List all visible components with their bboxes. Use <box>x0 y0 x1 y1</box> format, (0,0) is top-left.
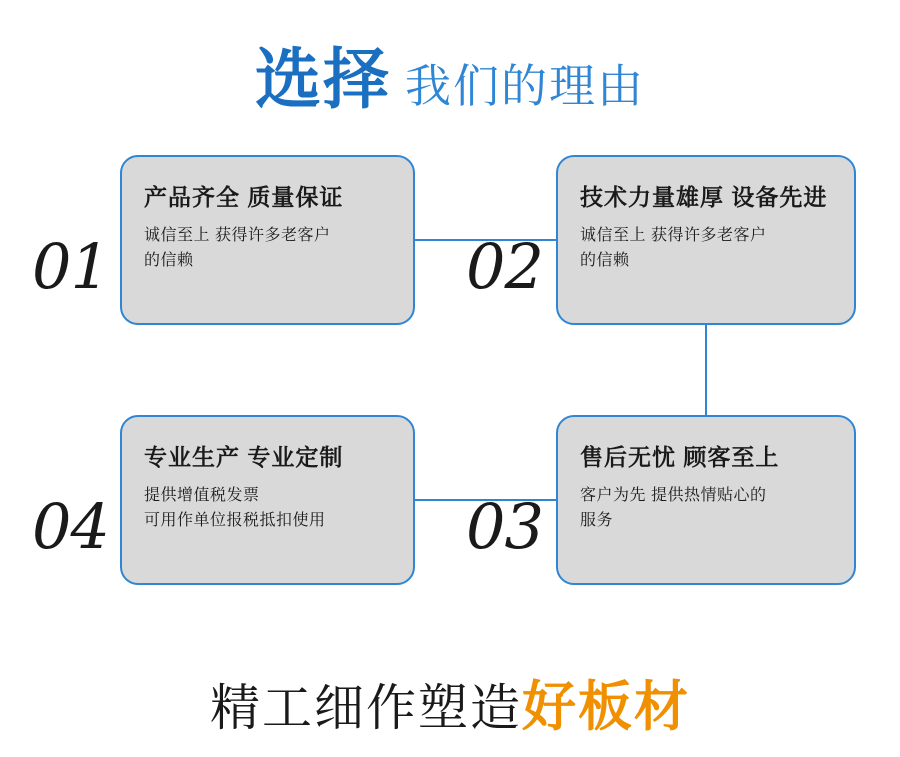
reason-card-03[interactable] <box>556 415 856 585</box>
card-number-03: 03 <box>466 490 543 563</box>
reasons-diagram <box>0 130 900 630</box>
reason-card-02-desc-line-2: 的信赖 <box>580 251 630 269</box>
reason-card-01-desc <box>144 224 395 274</box>
reason-card-04-title: 专业生产 专业定制 <box>144 444 344 470</box>
page-title-emphasis: 选择 <box>255 41 391 118</box>
reason-card-01-title: 产品齐全 质量保证 <box>144 184 344 210</box>
reason-card-04-desc-line-2: 可用作单位报税抵扣使用 <box>144 511 326 529</box>
reason-card-02-desc-line-1: 诚信至上 获得许多老客户 <box>580 227 767 244</box>
card-number-02: 02 <box>466 230 543 303</box>
reason-card-01[interactable] <box>120 155 415 325</box>
footer-slogan-plain: 精工细作塑造 <box>210 679 522 737</box>
reason-card-02-desc <box>580 224 836 274</box>
reason-card-03-desc-line-1: 客户为先 提供热情贴心的 <box>580 487 767 504</box>
reason-card-02[interactable] <box>556 155 856 325</box>
page-title <box>0 26 900 121</box>
page-title-rest: 我们的理由 <box>405 59 645 113</box>
reason-card-03-desc-line-2: 服务 <box>580 511 614 529</box>
reason-card-01-desc-line-2: 的信赖 <box>144 251 194 269</box>
reason-card-04[interactable] <box>120 415 415 585</box>
reason-card-02-title: 技术力量雄厚 设备先进 <box>580 184 828 210</box>
reason-card-04-desc <box>144 484 395 534</box>
reason-card-04-desc-line-1: 提供增值税发票 <box>144 487 260 504</box>
card-number-04: 04 <box>32 490 109 563</box>
footer-slogan <box>0 664 900 741</box>
reason-card-03-desc <box>580 484 836 534</box>
reason-card-01-desc-line-1: 诚信至上 获得许多老客户 <box>144 227 331 244</box>
footer-slogan-emphasis: 好板材 <box>522 675 690 738</box>
reason-card-03-title: 售后无忧 顾客至上 <box>580 444 780 470</box>
card-number-01: 01 <box>32 230 109 303</box>
